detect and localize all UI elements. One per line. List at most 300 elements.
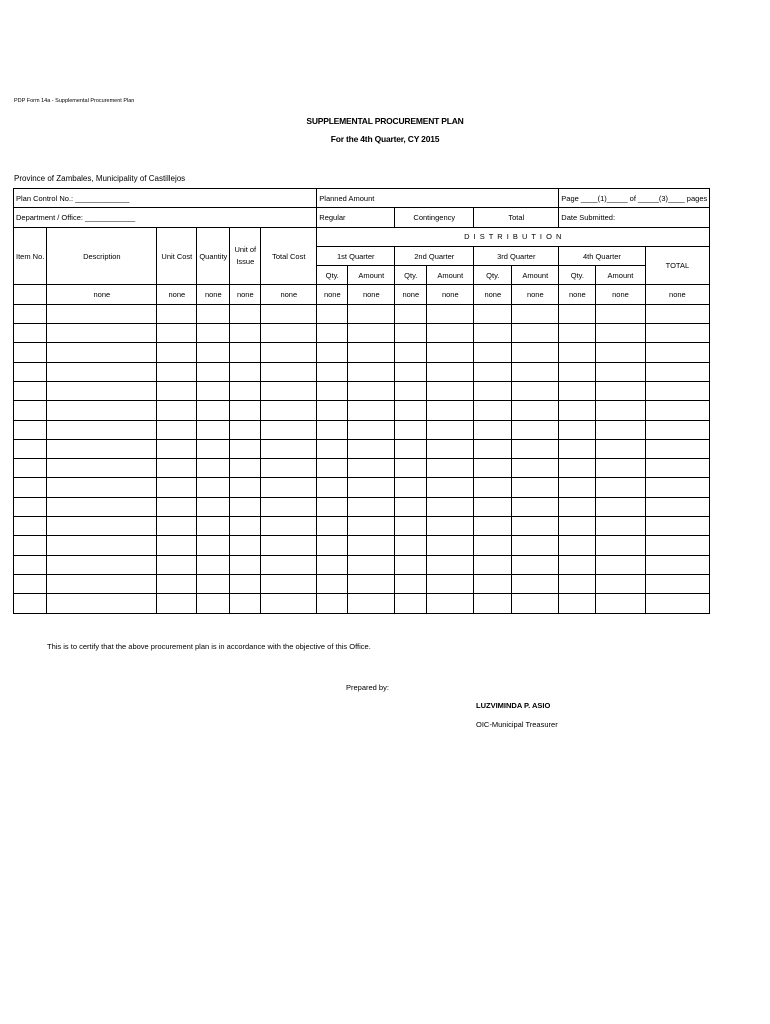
table-cell bbox=[317, 536, 348, 555]
table-cell: none bbox=[157, 285, 197, 304]
table-cell bbox=[427, 304, 474, 323]
table-cell: none bbox=[348, 285, 395, 304]
table-cell bbox=[512, 574, 559, 593]
table-cell bbox=[559, 381, 596, 400]
table-cell bbox=[14, 381, 47, 400]
table-cell bbox=[261, 304, 317, 323]
table-cell bbox=[348, 304, 395, 323]
table-cell bbox=[317, 517, 348, 536]
table-cell bbox=[47, 324, 157, 343]
table-cell bbox=[230, 459, 261, 478]
table-cell bbox=[230, 420, 261, 439]
page-label: Page ____(1)_____ of _____(3)____ pages bbox=[559, 189, 710, 208]
procurement-table bbox=[13, 188, 710, 614]
table-cell: none bbox=[474, 285, 512, 304]
table-cell bbox=[157, 574, 197, 593]
table-cell bbox=[512, 439, 559, 458]
table-cell bbox=[427, 401, 474, 420]
table-cell bbox=[261, 324, 317, 343]
table-cell bbox=[14, 420, 47, 439]
table-cell bbox=[645, 478, 710, 497]
table-cell bbox=[14, 304, 47, 323]
table-cell bbox=[47, 420, 157, 439]
table-cell bbox=[14, 343, 47, 362]
table-cell bbox=[157, 594, 197, 613]
table-cell bbox=[261, 478, 317, 497]
table-row bbox=[14, 381, 710, 400]
table-cell bbox=[157, 478, 197, 497]
table-cell bbox=[474, 362, 512, 381]
table-cell bbox=[596, 574, 645, 593]
table-cell bbox=[596, 594, 645, 613]
table-cell bbox=[47, 574, 157, 593]
form-id: PDP Form 14a - Supplemental Procurement Plan bbox=[14, 98, 135, 104]
department-label: Department / Office: ____________ bbox=[14, 208, 317, 227]
table-cell bbox=[317, 439, 348, 458]
table-cell bbox=[261, 439, 317, 458]
table-cell bbox=[474, 304, 512, 323]
table-cell bbox=[230, 439, 261, 458]
table-row bbox=[14, 420, 710, 439]
col-q1-qty: Qty. bbox=[317, 266, 348, 285]
table-cell bbox=[47, 304, 157, 323]
col-q2: 2nd Quarter bbox=[395, 246, 474, 265]
table-cell bbox=[395, 401, 427, 420]
table-cell bbox=[14, 324, 47, 343]
table-cell bbox=[230, 324, 261, 343]
table-cell bbox=[559, 555, 596, 574]
table-cell bbox=[559, 420, 596, 439]
table-cell bbox=[317, 420, 348, 439]
table-cell bbox=[596, 304, 645, 323]
table-cell bbox=[559, 497, 596, 516]
table-cell bbox=[427, 497, 474, 516]
table-row bbox=[14, 401, 710, 420]
table-cell bbox=[474, 324, 512, 343]
table-cell bbox=[348, 381, 395, 400]
table-cell bbox=[596, 401, 645, 420]
table-cell bbox=[596, 478, 645, 497]
table-cell bbox=[157, 381, 197, 400]
table-cell bbox=[395, 517, 427, 536]
table-cell bbox=[230, 304, 261, 323]
table-cell bbox=[157, 517, 197, 536]
table-cell bbox=[197, 381, 230, 400]
table-cell bbox=[261, 536, 317, 555]
table-cell bbox=[230, 497, 261, 516]
table-cell bbox=[645, 343, 710, 362]
table-cell bbox=[596, 459, 645, 478]
table-cell bbox=[427, 324, 474, 343]
col-q1-amount: Amount bbox=[348, 266, 395, 285]
table-row bbox=[14, 497, 710, 516]
table-cell bbox=[474, 478, 512, 497]
table-cell bbox=[512, 420, 559, 439]
regular-label: Regular bbox=[317, 208, 395, 227]
table-cell bbox=[427, 439, 474, 458]
col-q4-qty: Qty. bbox=[559, 266, 596, 285]
table-cell: none bbox=[317, 285, 348, 304]
contingency-label: Contingency bbox=[395, 208, 474, 227]
table-cell bbox=[474, 555, 512, 574]
table-cell bbox=[197, 497, 230, 516]
table-cell: none bbox=[427, 285, 474, 304]
table-cell bbox=[645, 420, 710, 439]
table-row bbox=[14, 362, 710, 381]
planned-amount-label: Planned Amount bbox=[317, 189, 559, 208]
table-cell bbox=[197, 574, 230, 593]
table-cell bbox=[427, 517, 474, 536]
col-unit-cost: Unit Cost bbox=[157, 227, 197, 285]
table-cell bbox=[474, 594, 512, 613]
table-cell bbox=[157, 536, 197, 555]
table-cell bbox=[14, 362, 47, 381]
table-cell bbox=[474, 536, 512, 555]
table-cell: none bbox=[395, 285, 427, 304]
table-cell bbox=[230, 517, 261, 536]
table-cell bbox=[14, 594, 47, 613]
table-cell bbox=[197, 439, 230, 458]
table-cell bbox=[317, 324, 348, 343]
table-cell bbox=[230, 536, 261, 555]
table-cell bbox=[559, 478, 596, 497]
table-cell bbox=[559, 459, 596, 478]
table-cell bbox=[427, 555, 474, 574]
table-cell bbox=[317, 401, 348, 420]
table-cell bbox=[348, 362, 395, 381]
province-line: Province of Zambales, Municipality of Castillejos bbox=[14, 174, 186, 183]
table-cell bbox=[47, 517, 157, 536]
table-cell bbox=[645, 381, 710, 400]
table-cell bbox=[14, 574, 47, 593]
table-cell bbox=[512, 536, 559, 555]
table-cell bbox=[395, 381, 427, 400]
table-row bbox=[14, 555, 710, 574]
table-cell bbox=[157, 420, 197, 439]
table-cell bbox=[559, 401, 596, 420]
table-cell bbox=[427, 478, 474, 497]
plan-control-label: Plan Control No.: _____________ bbox=[14, 189, 317, 208]
table-cell bbox=[230, 594, 261, 613]
col-q1: 1st Quarter bbox=[317, 246, 395, 265]
table-cell bbox=[157, 497, 197, 516]
col-item-no: Item No. bbox=[14, 227, 47, 285]
col-total-cost: Total Cost bbox=[261, 227, 317, 285]
table-cell bbox=[427, 420, 474, 439]
table-cell bbox=[261, 381, 317, 400]
table-row bbox=[14, 439, 710, 458]
table-cell bbox=[348, 459, 395, 478]
table-cell bbox=[157, 459, 197, 478]
table-cell bbox=[348, 594, 395, 613]
table-cell bbox=[348, 324, 395, 343]
signer-name: LUZVIMINDA P. ASIO bbox=[476, 701, 551, 710]
table-cell bbox=[512, 401, 559, 420]
table-cell bbox=[512, 304, 559, 323]
table-cell bbox=[596, 381, 645, 400]
table-cell bbox=[427, 594, 474, 613]
table-cell bbox=[14, 517, 47, 536]
table-cell: none bbox=[230, 285, 261, 304]
table-cell bbox=[427, 343, 474, 362]
table-cell bbox=[474, 574, 512, 593]
table-cell bbox=[261, 343, 317, 362]
table-cell bbox=[348, 536, 395, 555]
table-cell bbox=[645, 324, 710, 343]
table-cell bbox=[348, 478, 395, 497]
table-cell bbox=[14, 459, 47, 478]
table-cell bbox=[47, 343, 157, 362]
table-row bbox=[14, 536, 710, 555]
table-cell bbox=[596, 497, 645, 516]
table-cell bbox=[317, 574, 348, 593]
table-cell bbox=[317, 381, 348, 400]
table-cell bbox=[230, 574, 261, 593]
table-cell bbox=[395, 420, 427, 439]
table-cell bbox=[261, 401, 317, 420]
table-cell bbox=[395, 324, 427, 343]
table-cell: none bbox=[559, 285, 596, 304]
table-cell bbox=[197, 343, 230, 362]
table-row bbox=[14, 478, 710, 497]
table-cell bbox=[559, 517, 596, 536]
table-cell bbox=[512, 517, 559, 536]
col-unit-of-issue: Unit of Issue bbox=[230, 227, 261, 285]
table-cell bbox=[47, 594, 157, 613]
document-subtitle: For the 4th Quarter, CY 2015 bbox=[330, 134, 440, 144]
table-cell bbox=[317, 555, 348, 574]
table-cell bbox=[395, 555, 427, 574]
table-cell bbox=[197, 420, 230, 439]
table-cell bbox=[317, 459, 348, 478]
table-cell bbox=[427, 574, 474, 593]
table-cell bbox=[395, 497, 427, 516]
table-cell bbox=[47, 459, 157, 478]
table-cell bbox=[14, 478, 47, 497]
table-cell bbox=[559, 574, 596, 593]
table-cell bbox=[395, 478, 427, 497]
table-cell bbox=[395, 594, 427, 613]
table-cell bbox=[559, 324, 596, 343]
table-cell bbox=[47, 381, 157, 400]
table-cell: none bbox=[512, 285, 559, 304]
table-cell: none bbox=[596, 285, 645, 304]
table-cell bbox=[395, 304, 427, 323]
table-cell bbox=[47, 555, 157, 574]
table-cell bbox=[230, 401, 261, 420]
table-cell bbox=[157, 324, 197, 343]
col-quantity: Quantity bbox=[197, 227, 230, 285]
table-cell bbox=[559, 304, 596, 323]
table-cell bbox=[512, 324, 559, 343]
col-q4-amount: Amount bbox=[596, 266, 645, 285]
table-cell bbox=[559, 362, 596, 381]
table-cell bbox=[596, 517, 645, 536]
table-row bbox=[14, 304, 710, 323]
table-cell bbox=[261, 517, 317, 536]
table-cell bbox=[645, 517, 710, 536]
table-cell bbox=[596, 324, 645, 343]
table-cell bbox=[596, 362, 645, 381]
total-label: Total bbox=[474, 208, 559, 227]
table-cell bbox=[47, 536, 157, 555]
table-cell bbox=[512, 459, 559, 478]
date-submitted-label: Date Submitted: bbox=[559, 208, 710, 227]
table-cell bbox=[157, 362, 197, 381]
table-cell bbox=[230, 381, 261, 400]
col-total: TOTAL bbox=[645, 246, 710, 285]
table-cell bbox=[395, 343, 427, 362]
table-cell bbox=[512, 478, 559, 497]
table-cell bbox=[474, 420, 512, 439]
table-cell bbox=[427, 381, 474, 400]
table-cell bbox=[317, 497, 348, 516]
table-cell bbox=[197, 517, 230, 536]
table-cell bbox=[197, 459, 230, 478]
table-row bbox=[14, 574, 710, 593]
table-row bbox=[14, 324, 710, 343]
table-cell bbox=[261, 497, 317, 516]
table-cell bbox=[645, 536, 710, 555]
table-cell bbox=[474, 343, 512, 362]
table-cell bbox=[317, 343, 348, 362]
table-cell bbox=[230, 343, 261, 362]
table-cell bbox=[474, 381, 512, 400]
table-cell bbox=[47, 362, 157, 381]
col-q3: 3rd Quarter bbox=[474, 246, 559, 265]
table-cell bbox=[197, 362, 230, 381]
table-cell bbox=[395, 536, 427, 555]
table-cell bbox=[474, 517, 512, 536]
table-cell bbox=[596, 343, 645, 362]
table-cell bbox=[512, 343, 559, 362]
table-cell bbox=[230, 362, 261, 381]
table-cell bbox=[596, 439, 645, 458]
table-cell bbox=[197, 401, 230, 420]
table-cell bbox=[512, 381, 559, 400]
col-q2-amount: Amount bbox=[427, 266, 474, 285]
table-cell bbox=[230, 555, 261, 574]
table-cell bbox=[197, 324, 230, 343]
table-cell bbox=[645, 459, 710, 478]
table-cell bbox=[348, 517, 395, 536]
table-cell bbox=[596, 536, 645, 555]
col-q3-qty: Qty. bbox=[474, 266, 512, 285]
table-row bbox=[14, 285, 710, 304]
table-cell bbox=[596, 420, 645, 439]
table-cell bbox=[348, 420, 395, 439]
table-cell: none bbox=[261, 285, 317, 304]
col-distribution: D I S T R I B U T I O N bbox=[317, 227, 710, 246]
table-cell bbox=[14, 536, 47, 555]
table-row bbox=[14, 459, 710, 478]
table-cell bbox=[474, 439, 512, 458]
table-cell bbox=[512, 497, 559, 516]
table-cell bbox=[157, 555, 197, 574]
table-cell bbox=[197, 478, 230, 497]
table-cell bbox=[261, 594, 317, 613]
table-cell bbox=[512, 594, 559, 613]
table-cell bbox=[645, 574, 710, 593]
table-cell bbox=[395, 459, 427, 478]
table-cell bbox=[645, 439, 710, 458]
table-cell bbox=[474, 401, 512, 420]
table-cell bbox=[14, 285, 47, 304]
col-q4: 4th Quarter bbox=[559, 246, 645, 265]
table-cell bbox=[348, 401, 395, 420]
signer-position: OIC-Municipal Treasurer bbox=[476, 720, 558, 729]
table-cell bbox=[197, 555, 230, 574]
table-cell bbox=[348, 497, 395, 516]
table-cell bbox=[559, 343, 596, 362]
table-cell bbox=[474, 497, 512, 516]
table-cell bbox=[14, 497, 47, 516]
certification-statement: This is to certify that the above procurement plan is in accordance with the objective of this Office. bbox=[47, 642, 371, 651]
table-cell: none bbox=[645, 285, 710, 304]
table-cell bbox=[596, 555, 645, 574]
table-cell bbox=[427, 362, 474, 381]
table-cell bbox=[157, 401, 197, 420]
table-cell bbox=[47, 497, 157, 516]
col-q3-amount: Amount bbox=[512, 266, 559, 285]
table-cell bbox=[559, 439, 596, 458]
table-cell bbox=[395, 362, 427, 381]
table-cell: none bbox=[197, 285, 230, 304]
table-cell bbox=[395, 574, 427, 593]
table-cell bbox=[14, 401, 47, 420]
table-cell bbox=[395, 439, 427, 458]
col-description: Description bbox=[47, 227, 157, 285]
document-title: SUPPLEMENTAL PROCUREMENT PLAN bbox=[306, 116, 464, 126]
table-cell bbox=[559, 536, 596, 555]
table-cell bbox=[348, 439, 395, 458]
table-cell bbox=[348, 555, 395, 574]
table-cell bbox=[157, 343, 197, 362]
table-cell bbox=[157, 304, 197, 323]
table-cell bbox=[157, 439, 197, 458]
table-cell bbox=[348, 574, 395, 593]
table-cell bbox=[317, 594, 348, 613]
table-row bbox=[14, 594, 710, 613]
table-cell bbox=[512, 362, 559, 381]
table-cell bbox=[559, 594, 596, 613]
table-cell bbox=[427, 459, 474, 478]
col-q2-qty: Qty. bbox=[395, 266, 427, 285]
table-cell bbox=[645, 401, 710, 420]
table-cell bbox=[645, 304, 710, 323]
table-cell bbox=[197, 594, 230, 613]
table-cell bbox=[317, 304, 348, 323]
table-cell bbox=[645, 555, 710, 574]
table-cell bbox=[261, 459, 317, 478]
table-cell bbox=[14, 439, 47, 458]
table-cell bbox=[645, 362, 710, 381]
table-cell bbox=[47, 478, 157, 497]
table-cell bbox=[261, 555, 317, 574]
table-cell bbox=[261, 362, 317, 381]
table-cell bbox=[47, 401, 157, 420]
table-cell bbox=[47, 439, 157, 458]
table-cell bbox=[427, 536, 474, 555]
prepared-by-label: Prepared by: bbox=[346, 683, 389, 692]
table-cell bbox=[512, 555, 559, 574]
table-row bbox=[14, 517, 710, 536]
table-cell bbox=[645, 497, 710, 516]
table-cell bbox=[14, 555, 47, 574]
table-cell bbox=[317, 478, 348, 497]
table-cell: none bbox=[47, 285, 157, 304]
table-cell bbox=[230, 478, 261, 497]
